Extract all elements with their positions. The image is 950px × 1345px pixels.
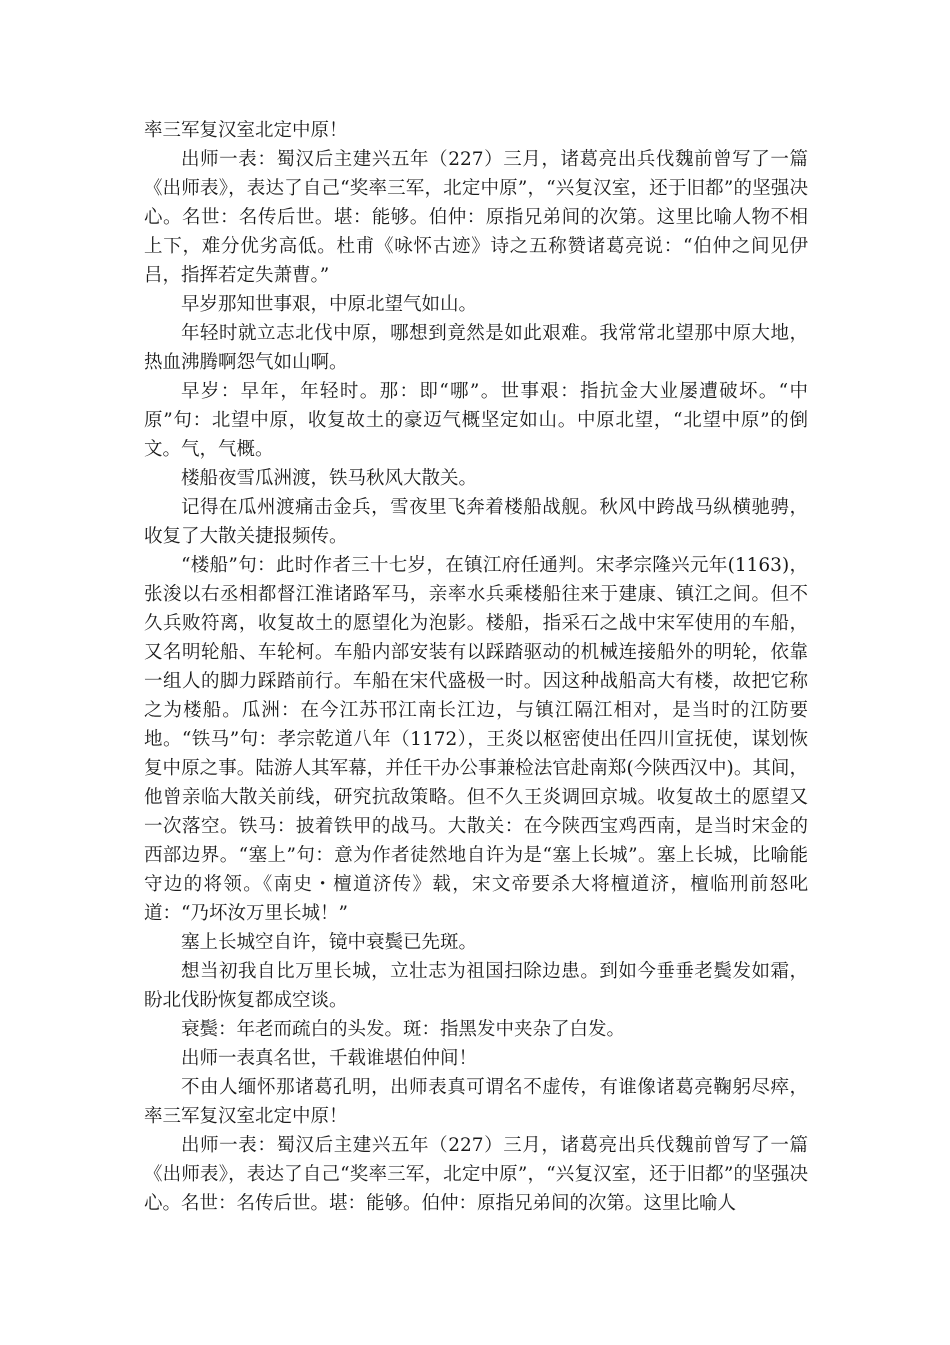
paragraph: 出师一表：蜀汉后主建兴五年（227）三月，诸葛亮出兵伐魏前曾写了一篇《出师表》，表达了自己“奖率三军，北定中原”，“兴复汉室，还于旧都”的坚强决心。名世：名传后世。堪：能够。伯仲：原指兄弟间的次第。这里比喻人物不相上下，难分优劣高低。杜甫《咏怀古迹》诗之五称赞诸葛亮说：“伯仲之间见伊吕，指挥若定失萧曹。”: [144, 149, 808, 286]
paragraph: 率三军复汉室北定中原！: [144, 120, 348, 141]
poem-line: 塞上长城空自许，镜中衰鬓已先斑。: [181, 932, 478, 953]
annotation-paragraph: “楼船”句：此时作者三十七岁，在镇江府任通判。宋孝宗隆兴元年(1163)，张浚以右丞相都督江淮诸路军马，亲率水兵乘楼船往来于建康、镇江之间。但不久兵败符离，收复故土的愿望化为泡影。楼船，指采石之战中宋军使用的车船，又名明轮船、车轮柯。车船内部安装有以踩踏驱动的机械连接船外的明轮，依靠一组人的脚力踩踏前行。车船在宋代盛极一时。因这种战船高大有楼，故把它称之为楼船。瓜洲：在今江苏邗江南长江边，与镇江隔江相对，是当时的江防要地。“铁马”句：孝宗乾道八年（1172），王炎以枢密使出任四川宣抚使，谋划恢复中原之事。陆游人其军幕，并任干办公事兼检法官赴南郑(今陕西汉中)。其间，他曾亲临大散关前线，研究抗敌策略。但不久王炎调回京城。收复故土的愿望又一次落空。铁马：披着铁甲的战马。大散关：在今陕西宝鸡西南，是当时宋金的西部边界。“塞上”句：意为作者徒然地自许为是“塞上长城”。塞上长城，比喻能守边的将领。《南史・檀道济传》载，宋文帝要杀大将檀道济，檀临刑前怒叱道：“乃坏汝万里长城！”: [144, 555, 808, 924]
translation-paragraph: 想当初我自比万里长城，立壮志为祖国扫除边患。到如今垂垂老鬓发如霜，盼北伐盼恢复都成空谈。: [144, 961, 808, 1011]
translation-paragraph: 记得在瓜州渡痛击金兵，雪夜里飞奔着楼船战舰。秋风中跨战马纵横驰骋，收复了大散关捷报频传。: [144, 497, 808, 547]
translation-paragraph: 年轻时就立志北伐中原，哪想到竟然是如此艰难。我常常北望那中原大地，热血沸腾啊怨气如山啊。: [144, 323, 808, 373]
annotation-paragraph: 早岁：早年，年轻时。那：即“哪”。世事艰：指抗金大业屡遭破坏。“中原”句：北望中原，收复故土的豪迈气概坚定如山。中原北望，“北望中原”的倒文。气，气概。: [144, 381, 808, 460]
annotation-paragraph: 衰鬓：年老而疏白的头发。斑：指黑发中夹杂了白发。: [181, 1019, 626, 1040]
poem-line: 楼船夜雪瓜洲渡，铁马秋风大散关。: [181, 468, 478, 489]
poem-line: 出师一表真名世，千载谁堪伯仲间！: [181, 1048, 478, 1069]
annotation-paragraph: 出师一表：蜀汉后主建兴五年（227）三月，诸葛亮出兵伐魏前曾写了一篇《出师表》，表达了自己“奖率三军，北定中原”，“兴复汉室，还于旧都”的坚强决心。名世：名传后世。堪：能够。伯仲：原指兄弟间的次第。这里比喻人: [144, 1135, 808, 1214]
poem-line: 早岁那知世事艰，中原北望气如山。: [181, 294, 478, 315]
document-page: [144, 116, 808, 1218]
translation-paragraph: 不由人缅怀那诸葛孔明，出师表真可谓名不虚传，有谁像诸葛亮鞠躬尽瘁，率三军复汉室北定中原！: [144, 1077, 808, 1127]
